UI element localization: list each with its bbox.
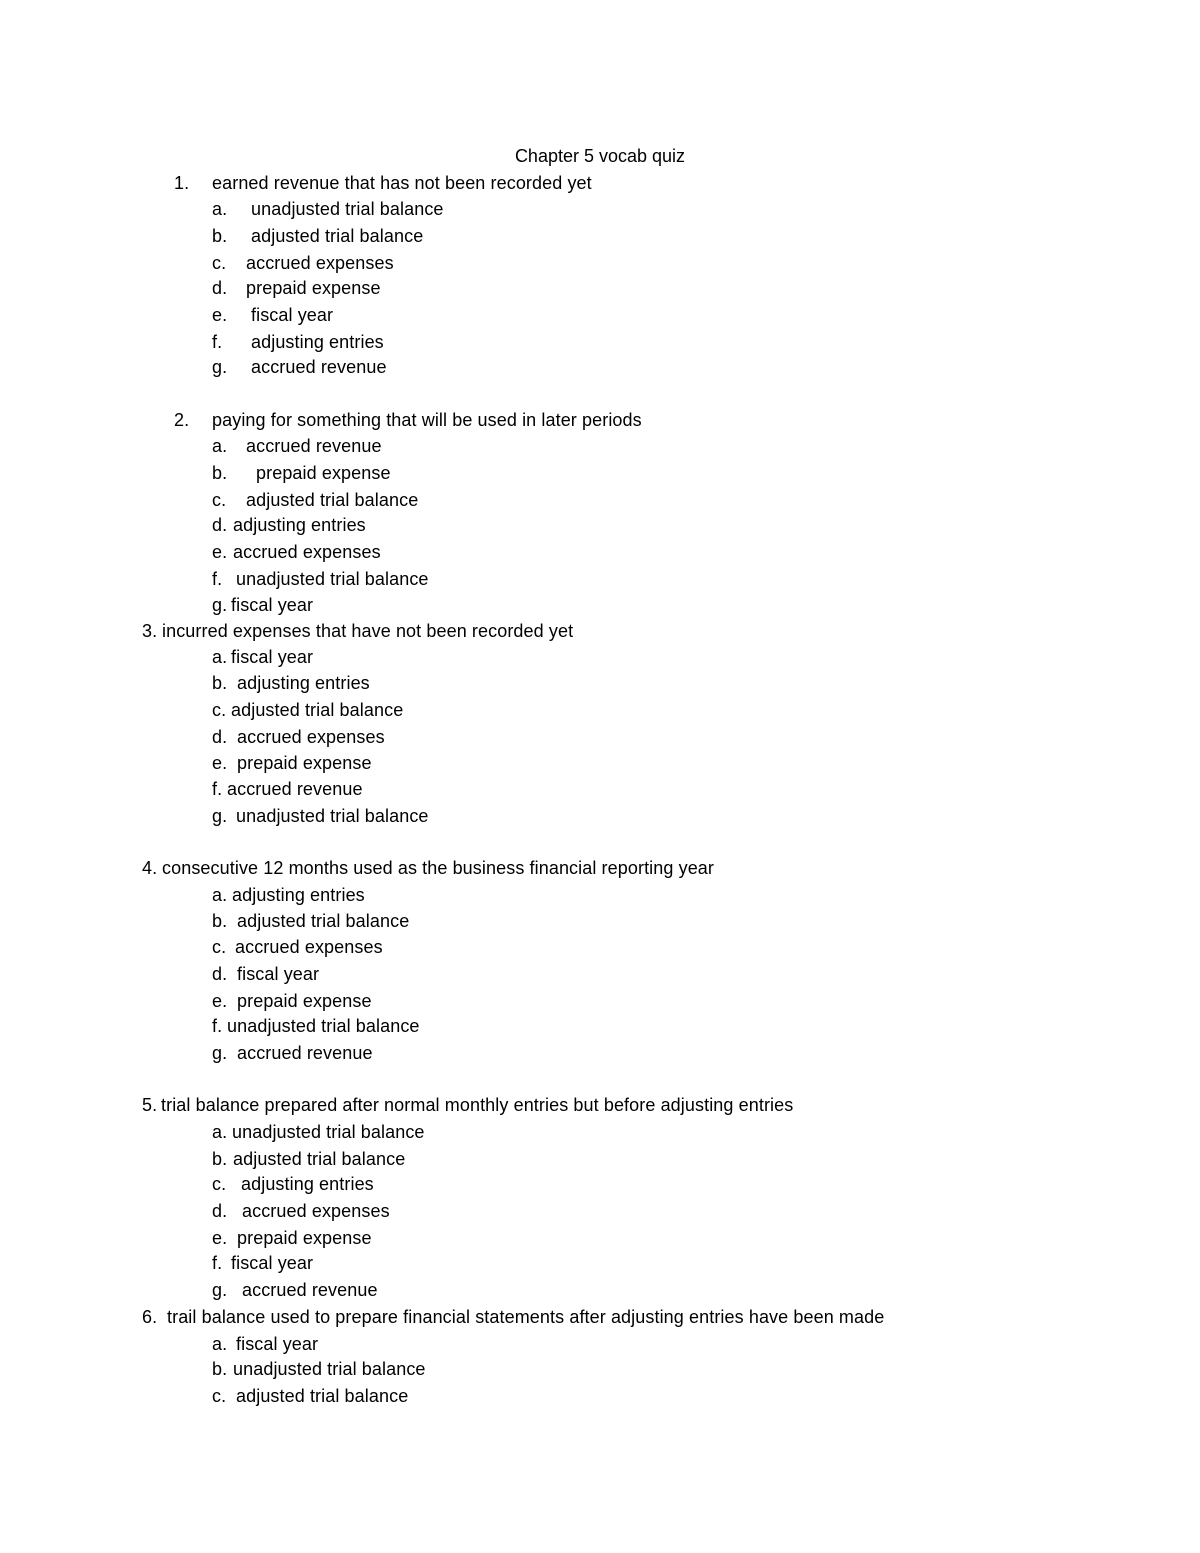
question-number: 4. — [142, 858, 158, 878]
option-letter: b. — [212, 226, 228, 246]
question-number: 6. — [142, 1307, 158, 1327]
option-letter: d. — [212, 964, 228, 984]
option-text: unadjusted trial balance — [236, 806, 429, 826]
option-text: fiscal year — [236, 1334, 319, 1354]
option-text: accrued revenue — [237, 1043, 373, 1063]
option-letter: g. — [212, 1043, 228, 1063]
option-text: prepaid expense — [246, 278, 381, 298]
option-text: accrued revenue — [246, 436, 382, 456]
option-text: adjusting entries — [232, 885, 365, 905]
option-text: accrued revenue — [227, 779, 363, 799]
option-letter: d. — [212, 727, 228, 747]
option-letter: e. — [212, 991, 228, 1011]
option-text: adjusting entries — [251, 332, 384, 352]
option-text: accrued expenses — [233, 542, 381, 562]
option-text: unadjusted trial balance — [251, 199, 444, 219]
option-letter: g. — [212, 806, 228, 826]
option-letter: f. — [212, 779, 223, 799]
option-text: adjusted trial balance — [246, 490, 419, 510]
option-text: adjusted trial balance — [231, 700, 404, 720]
option-letter: a. — [212, 1334, 228, 1354]
option-text: adjusting entries — [233, 515, 366, 535]
question-text: trial balance prepared after normal monthly entries but before adjusting entries — [161, 1095, 794, 1115]
option-letter: g. — [212, 595, 228, 615]
option-text: unadjusted trial balance — [233, 1359, 426, 1379]
option-text: accrued expenses — [246, 253, 394, 273]
option-letter: c. — [212, 700, 227, 720]
option-letter: c. — [212, 253, 227, 273]
option-text: adjusted trial balance — [233, 1149, 406, 1169]
option-text: fiscal year — [231, 595, 314, 615]
option-text: adjusted trial balance — [237, 911, 410, 931]
option-letter: g. — [212, 1280, 228, 1300]
option-letter: g. — [212, 357, 228, 377]
option-letter: e. — [212, 305, 228, 325]
option-letter: f. — [212, 1016, 223, 1036]
option-letter: f. — [212, 1253, 223, 1273]
question-text: paying for something that will be used in later periods — [212, 410, 642, 430]
question-number: 2. — [174, 410, 190, 430]
option-text: accrued revenue — [242, 1280, 378, 1300]
option-letter: b. — [212, 673, 228, 693]
question-text: consecutive 12 months used as the business financial reporting year — [162, 858, 715, 878]
option-letter: c. — [212, 1174, 227, 1194]
page-title: Chapter 5 vocab quiz — [514, 146, 686, 166]
option-letter: a. — [212, 885, 228, 905]
option-text: accrued expenses — [235, 937, 383, 957]
option-text: prepaid expense — [237, 753, 372, 773]
option-text: adjusting entries — [241, 1174, 374, 1194]
question-number: 1. — [174, 173, 190, 193]
option-letter: e. — [212, 542, 228, 562]
question-number: 5. — [142, 1095, 158, 1115]
option-letter: a. — [212, 1122, 228, 1142]
option-letter: d. — [212, 1201, 228, 1221]
option-letter: c. — [212, 937, 227, 957]
option-letter: d. — [212, 278, 228, 298]
option-text: prepaid expense — [237, 991, 372, 1011]
option-text: fiscal year — [231, 647, 314, 667]
option-text: unadjusted trial balance — [232, 1122, 425, 1142]
option-text: adjusted trial balance — [251, 226, 424, 246]
option-letter: f. — [212, 569, 223, 589]
option-letter: b. — [212, 463, 228, 483]
question-text: earned revenue that has not been recorded yet — [212, 173, 592, 193]
option-text: adjusting entries — [237, 673, 370, 693]
option-letter: d. — [212, 515, 228, 535]
option-text: prepaid expense — [256, 463, 391, 483]
option-letter: a. — [212, 199, 228, 219]
option-text: fiscal year — [251, 305, 334, 325]
option-letter: e. — [212, 1228, 228, 1248]
option-letter: b. — [212, 1359, 228, 1379]
question-text: trail balance used to prepare financial statements after adjusting entries have been made — [167, 1307, 885, 1327]
option-letter: f. — [212, 332, 223, 352]
question-text: incurred expenses that have not been recorded yet — [162, 621, 574, 641]
option-text: adjusted trial balance — [236, 1386, 409, 1406]
option-text: prepaid expense — [237, 1228, 372, 1248]
option-letter: a. — [212, 436, 228, 456]
option-letter: c. — [212, 1386, 227, 1406]
option-letter: a. — [212, 647, 228, 667]
option-letter: c. — [212, 490, 227, 510]
option-letter: b. — [212, 1149, 228, 1169]
option-text: unadjusted trial balance — [227, 1016, 420, 1036]
option-text: accrued expenses — [242, 1201, 390, 1221]
option-text: unadjusted trial balance — [236, 569, 429, 589]
question-number: 3. — [142, 621, 158, 641]
option-text: accrued expenses — [237, 727, 385, 747]
option-text: fiscal year — [237, 964, 320, 984]
option-letter: b. — [212, 911, 228, 931]
option-text: accrued revenue — [251, 357, 387, 377]
option-letter: e. — [212, 753, 228, 773]
option-text: fiscal year — [231, 1253, 314, 1273]
